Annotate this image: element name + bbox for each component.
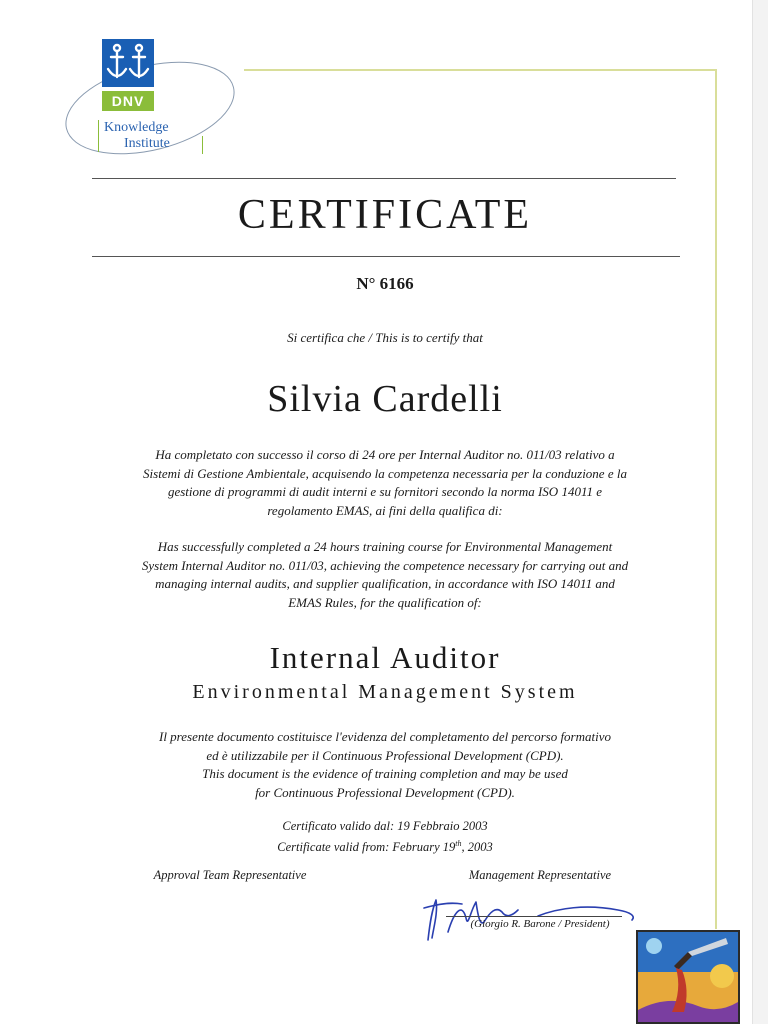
body-en-line: System Internal Auditor no. 011/03, achieving the competence necessary for carrying out and [141,557,629,573]
body-english [80,538,690,612]
emblem-picture [638,932,738,1022]
body-en-line: EMAS Rules, for the qualification of: [288,594,482,610]
body-it-line: Ha completato con successo il corso di 24 ore per Internal Auditor no. 011/03 relativo a [155,447,615,462]
body-en-line: Has successfully completed a 24 hours training course for Environmental Management [157,539,613,554]
title-rule-top [92,178,676,179]
cpd-statement [80,728,690,802]
anchor-icon [102,39,154,87]
title-rule-bottom [92,256,680,257]
logo-text-line2: Institute [124,136,170,151]
signature-line [446,916,622,917]
qualification-subtitle: Environmental Management System [192,681,578,703]
management-label: Management Representative [468,868,612,882]
body-it-line: Sistemi di Gestione Ambientale, acquisendo la competenza necessaria per la conduzione e la [143,465,627,481]
frame-right-line [715,69,717,929]
body-en-line: managing internal audits, and supplier qualification, in accordance with ISO 14011 and [155,576,615,591]
body-italian [80,446,690,520]
valid-en-suffix: , 2003 [461,840,493,855]
recipient-name: Silvia Cardelli [267,378,503,420]
frame-top-line [244,69,716,71]
logo-divider [98,120,99,152]
dnv-logo [62,36,252,166]
valid-english [80,835,690,856]
logo-text-line1: Knowledge [104,120,169,135]
approval-label: Approval Team Representative [153,868,307,882]
cpd-line: This document is the evidence of training completion and may be used [202,766,568,781]
stamp-emblem [636,930,740,1024]
cpd-line: ed è utilizzabile per il Continuous Professional Development (CPD). [206,747,564,763]
page-edge [752,0,768,1024]
certificate-number: N° 6166 [356,274,414,293]
logo-divider-2 [202,136,203,154]
cpd-line: for Continuous Professional Development (CPD). [255,784,515,800]
logo-brand: DNV [102,91,154,111]
valid-en-prefix: Certificate valid from: February 19 [277,840,456,855]
qualification-title: Internal Auditor [269,640,501,675]
body-it-line: regolamento EMAS, ai fini della qualifica di: [267,502,503,518]
certificate-title: CERTIFICATE [237,192,533,238]
valid-italian: Certificato valido dal: 19 Febbraio 2003 [282,819,488,833]
cpd-line: Il presente documento costituisce l'evidenza del completamento del percorso formativo [158,729,611,744]
president-name: (Giorgio R. Barone / President) [470,918,610,930]
valid-en-sup: th [455,839,462,848]
validity [80,817,690,856]
body-it-line: gestione di programmi di audit interni e su fornitori secondo la norma ISO 14011 e [167,484,603,499]
signature-graphic [418,882,648,944]
logo-anchor-block [102,39,154,87]
certify-line: Si certifica che / This is to certify that [287,330,483,345]
